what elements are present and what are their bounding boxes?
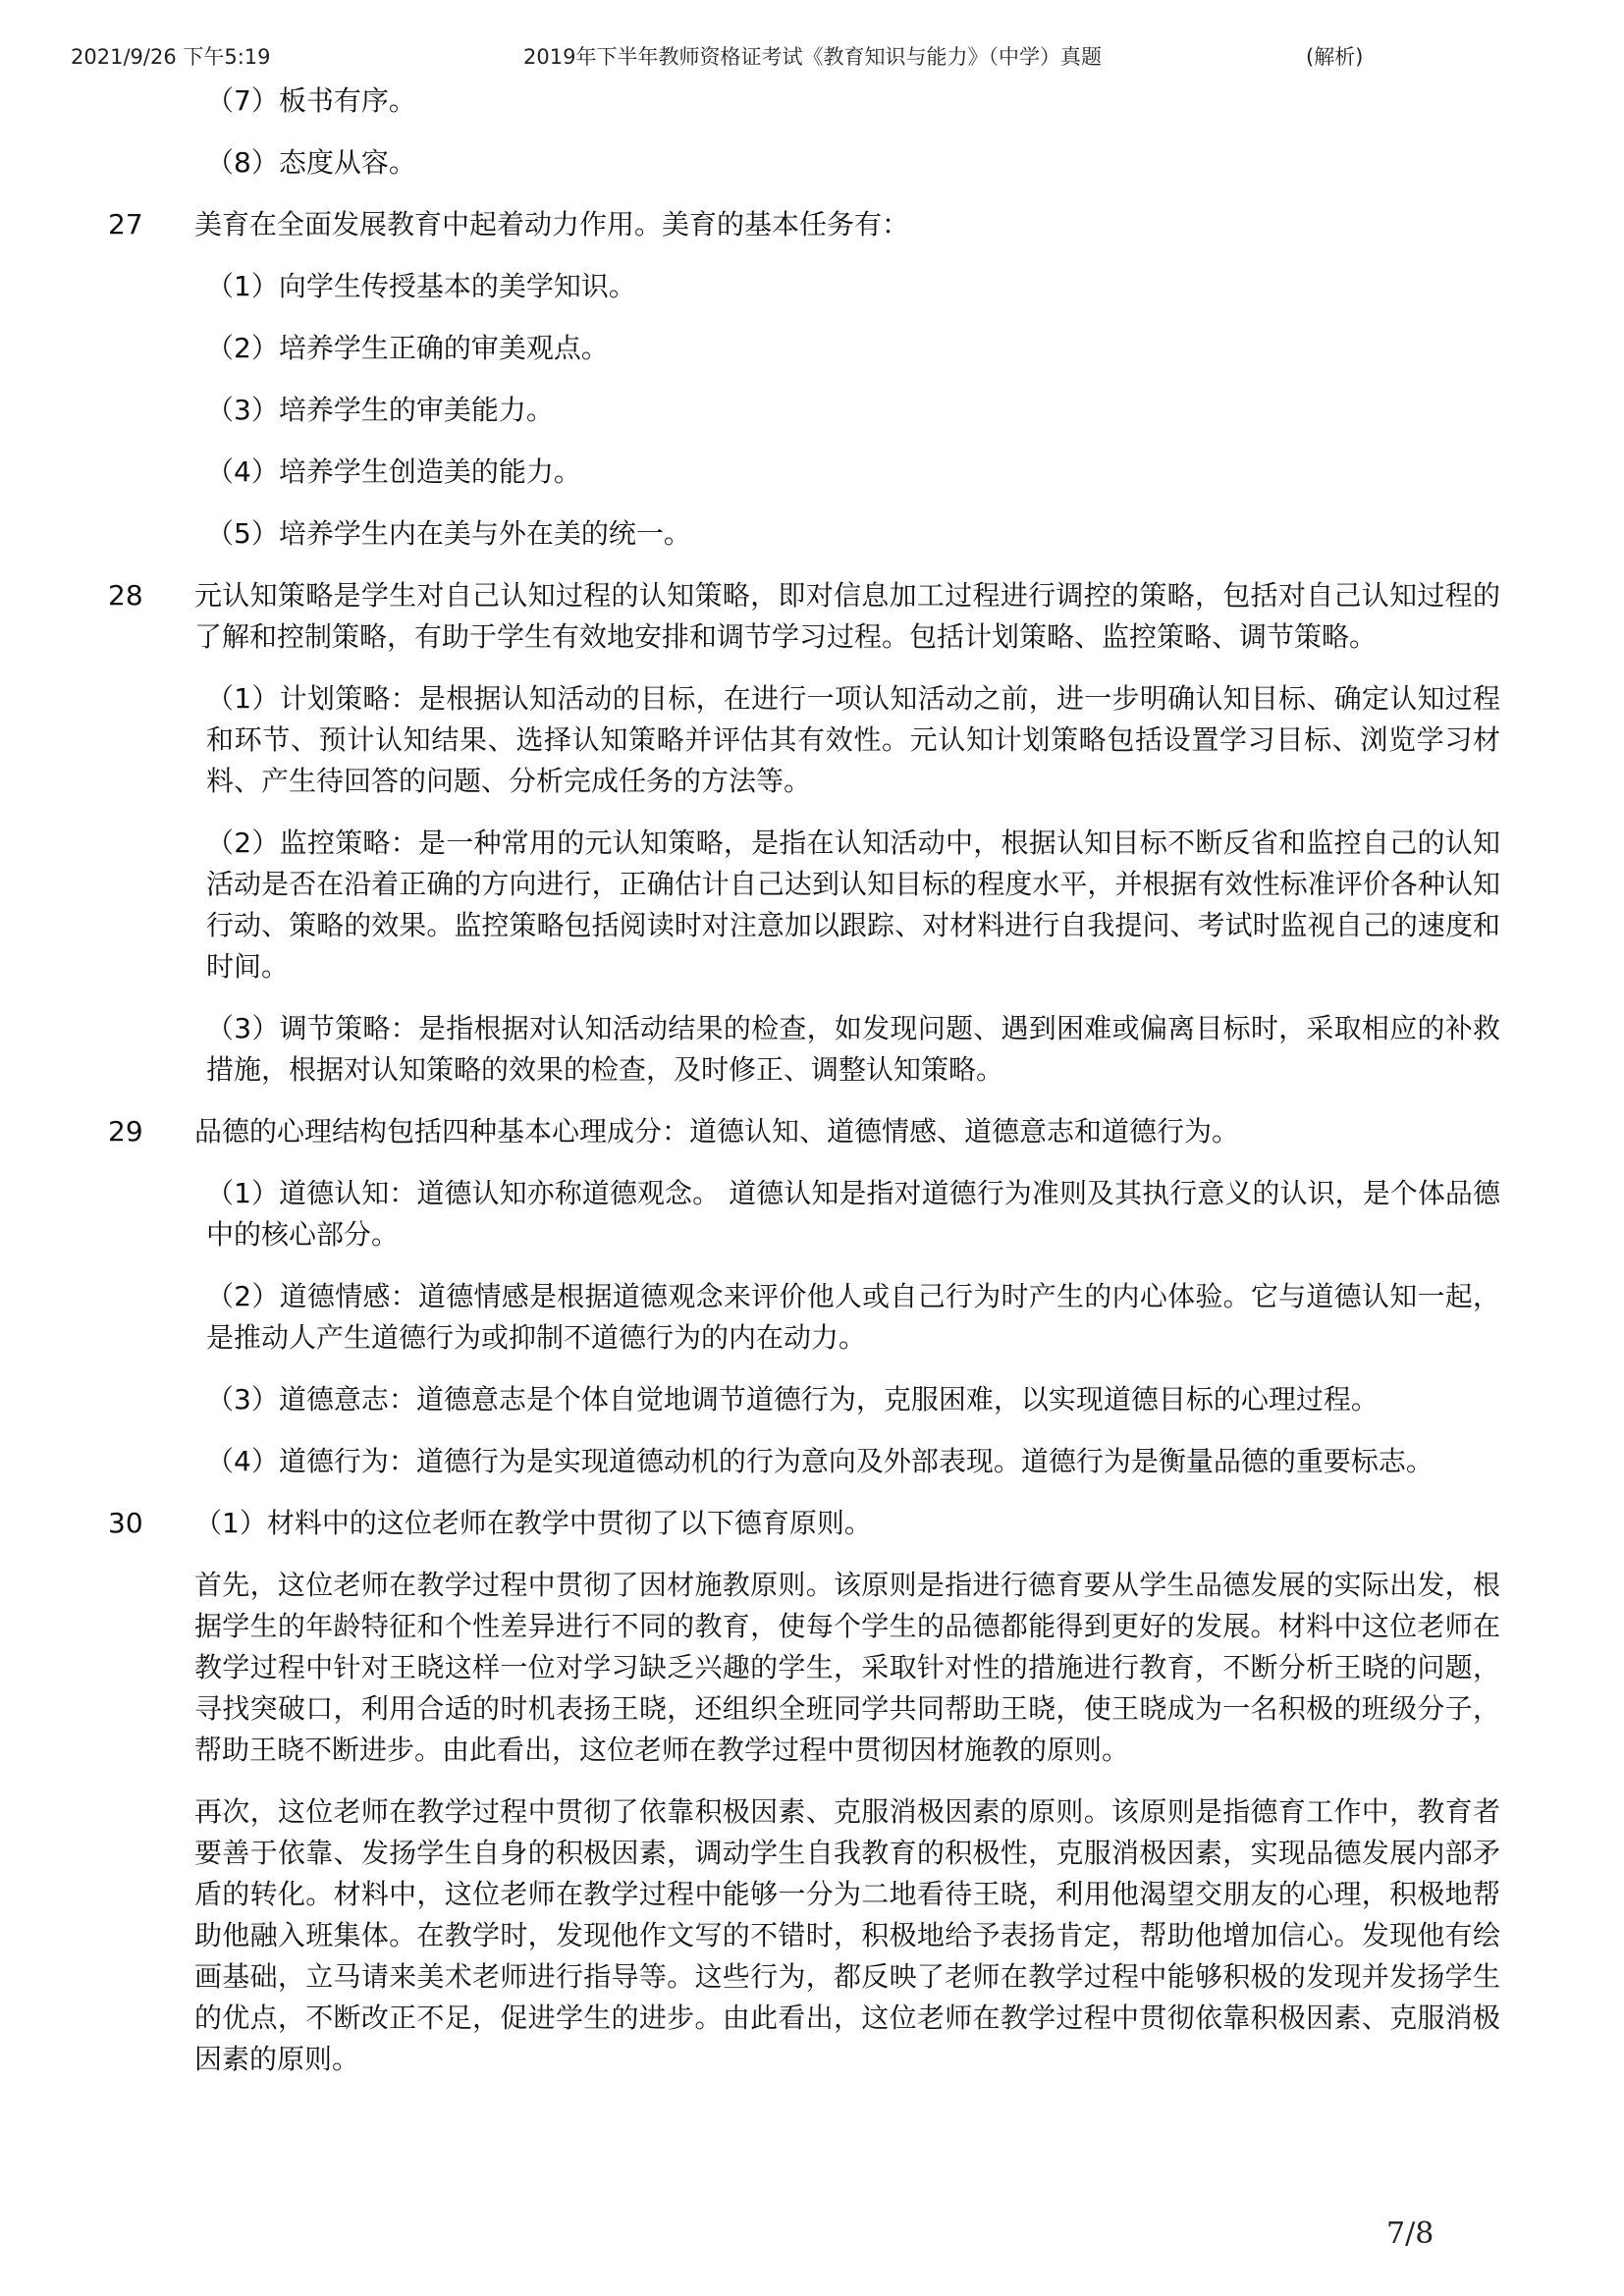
answer-point	[108, 1276, 1522, 1359]
document-body	[108, 80, 1522, 2101]
answer-text: （2）道德情感：道德情感是根据道德观念来评价他人或自己行为时产生的内心体验。它与道德认知一起，是推动人产生道德行为或抑制不道德行为的内在动力。	[206, 1280, 1500, 1354]
answer-point	[108, 823, 1522, 988]
answer-text: （3）调节策略：是指根据对认知活动结果的检查，如发现问题、遇到困难或偏离目标时，采取相应的补救措施，根据对认知策略的效果的检查，及时修正、调整认知策略。	[206, 1012, 1500, 1086]
answer-point	[108, 1173, 1522, 1255]
answer-point	[108, 390, 1522, 431]
question-answer	[108, 1111, 1522, 1152]
answer-paragraph	[108, 1791, 1522, 2080]
answer-text: 品德的心理结构包括四种基本心理成分：道德认知、道德情感、道德意志和道德行为。	[194, 1115, 1240, 1148]
answer-text: （2）培养学生正确的审美观点。	[206, 332, 609, 364]
answer-paragraph	[108, 1565, 1522, 1771]
answer-point	[108, 1008, 1522, 1091]
answer-text: （1）道德认知：道德认知亦称道德观念。 道德认知是指对道德行为准则及其执行意义的认识，是个体品德中的核心部分。	[206, 1177, 1500, 1251]
answer-text: （7）板书有序。	[206, 84, 416, 117]
answer-point	[108, 513, 1522, 555]
question-answer	[108, 1503, 1522, 1544]
answer-text: （8）态度从容。	[206, 146, 416, 179]
answer-point	[108, 1379, 1522, 1420]
question-number: 30	[108, 1507, 143, 1539]
answer-text: （1）向学生传授基本的美学知识。	[206, 270, 636, 302]
question-number: 28	[108, 579, 143, 612]
page-number: 7/8	[1386, 2216, 1435, 2251]
answer-text: （4）培养学生创造美的能力。	[206, 455, 581, 488]
question-number: 29	[108, 1115, 143, 1148]
answer-point	[108, 678, 1522, 802]
answer-text: 再次，这位老师在教学过程中贯彻了依靠积极因素、克服消极因素的原则。该原则是指德育工作中，教育者要善于依靠、发扬学生自身的积极因素，调动学生自我教育的积极性，克服消极因素，实现品德发展内部矛盾的转化。材料中，这位老师在教学过程中能够一分为二地看待王晓，利用他渴望交朋友的心理，积极地帮助他融入班集体。在教学时，发现他作文写的不错时，积极地给予表扬肯定，帮助他增加信心。发现他有绘画基础，立马请来美术老师进行指导等。这些行为，都反映了老师在教学过程中能够积极的发现并发扬学生的优点，不断改正不足，促进学生的进步。由此看出，这位老师在教学过程中贯彻依靠积极因素、克服消极因素的原则。	[194, 1795, 1500, 2075]
answer-point	[108, 328, 1522, 369]
answer-text: （1）材料中的这位老师在教学中贯彻了以下德育原则。	[194, 1507, 872, 1539]
answer-text: （1）计划策略：是根据认知活动的目标，在进行一项认知活动之前，进一步明确认知目标、确定认知过程和环节、预计认知结果、选择认知策略并评估其有效性。元认知计划策略包括设置学习目标、浏览学习材料、产生待回答的问题、分析完成任务的方法等。	[206, 682, 1500, 797]
answer-text: 元认知策略是学生对自己认知过程的认知策略，即对信息加工过程进行调控的策略，包括对自己认知过程的了解和控制策略，有助于学生有效地安排和调节学习过程。包括计划策略、监控策略、调节策略。	[194, 579, 1500, 653]
question-number: 27	[108, 208, 143, 240]
answer-text: （4）道德行为：道德行为是实现道德动机的行为意向及外部表现。道德行为是衡量品德的重要标志。	[206, 1445, 1434, 1477]
question-answer	[108, 575, 1522, 658]
answer-point	[108, 266, 1522, 307]
question-answer	[108, 204, 1522, 245]
answer-text: （5）培养学生内在美与外在美的统一。	[206, 517, 691, 550]
answer-text: （3）培养学生的审美能力。	[206, 394, 554, 426]
answer-text: （3）道德意志：道德意志是个体自觉地调节道德行为，克服困难，以实现道德目标的心理过程。	[206, 1383, 1379, 1415]
answer-point	[108, 142, 1522, 184]
print-datetime: 2021/9/26 下午5:19	[71, 45, 271, 69]
answer-text: （2）监控策略：是一种常用的元认知策略，是指在认知活动中，根据认知目标不断反省和监控自己的认知活动是否在沿着正确的方向进行，正确估计自己达到认知目标的程度水平，并根据有效性标准评价各种认知行动、策略的效果。监控策略包括阅读时对注意加以跟踪、对材料进行自我提问、考试时监视自己的速度和时间。	[206, 827, 1500, 983]
analysis-tag: (解析)	[1306, 45, 1364, 69]
answer-text: 美育在全面发展教育中起着动力作用。美育的基本任务有：	[194, 208, 910, 240]
answer-point	[108, 1441, 1522, 1482]
answer-text: 首先，这位老师在教学过程中贯彻了因材施教原则。该原则是指进行德育要从学生品德发展的实际出发，根据学生的年龄特征和个性差异进行不同的教育，使每个学生的品德都能得到更好的发展。材料中这位老师在教学过程中针对王晓这样一位对学习缺乏兴趣的学生，采取针对性的措施进行教育，不断分析王晓的问题，寻找突破口，利用合适的时机表扬王晓，还组织全班同学共同帮助王晓，使王晓成为一名积极的班级分子，帮助王晓不断进步。由此看出，这位老师在教学过程中贯彻因材施教的原则。	[194, 1569, 1500, 1766]
answer-point	[108, 80, 1522, 122]
answer-point	[108, 452, 1522, 493]
document-title: 2019年下半年教师资格证考试《教育知识与能力》（中学）真题	[523, 45, 1102, 69]
